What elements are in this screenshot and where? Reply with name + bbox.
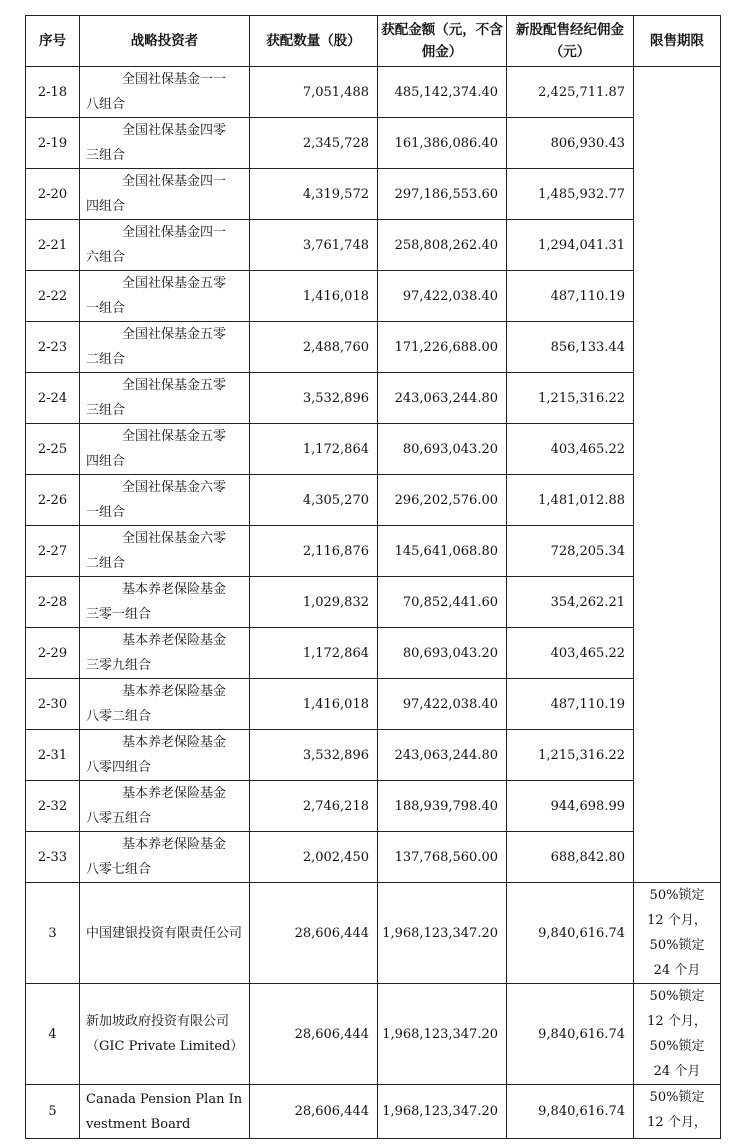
row-seq: 2-24: [26, 373, 80, 424]
row-investor-name: [80, 373, 250, 424]
row-commission: 806,930.43: [507, 118, 634, 169]
row-seq: 2-20: [26, 169, 80, 220]
row-investor-name: [80, 271, 250, 322]
allocation-table: [25, 15, 721, 1139]
investor-name-line1: 全国社保基金五零: [122, 276, 227, 291]
investor-name: Canada Pension Plan Investment Board: [86, 1091, 243, 1132]
table-row: [26, 679, 721, 730]
row-commission: 403,465.22: [507, 424, 634, 475]
row-commission: 1,215,316.22: [507, 730, 634, 781]
investor-name-line2: 三零九组合: [86, 658, 152, 673]
row-shares: 28,606,444: [250, 984, 378, 1085]
row-seq: 2-32: [26, 781, 80, 832]
header-lockup: 限售期限: [634, 16, 721, 67]
table-row: [26, 373, 721, 424]
table-row: [26, 475, 721, 526]
lockup-merged-cell: [634, 67, 721, 883]
row-lockup: [634, 1085, 721, 1139]
investor-name-line2: 一组合: [86, 301, 126, 316]
row-investor-name: [80, 424, 250, 475]
row-seq: 4: [26, 984, 80, 1085]
investor-name-line2: 三组合: [86, 148, 126, 163]
row-investor-name: [80, 832, 250, 883]
row-shares: 1,416,018: [250, 679, 378, 730]
table-row: [26, 730, 721, 781]
lockup-line: 50%锁定: [649, 1039, 705, 1054]
row-investor-name: [80, 1085, 250, 1139]
row-investor-name: [80, 475, 250, 526]
investor-name-line1: 基本养老保险基金: [122, 633, 227, 648]
row-commission: 403,465.22: [507, 628, 634, 679]
investor-name-line1: 全国社保基金四零: [122, 123, 227, 138]
investor-name-line1: 全国社保基金四一: [122, 225, 227, 240]
row-shares: 28,606,444: [250, 1085, 378, 1139]
row-commission: 9,840,616.74: [507, 1085, 634, 1139]
row-shares: 2,002,450: [250, 832, 378, 883]
row-shares: 7,051,488: [250, 67, 378, 118]
row-investor-name: [80, 67, 250, 118]
row-amount: 161,386,086.40: [378, 118, 507, 169]
investor-name-line2: 八零七组合: [86, 862, 152, 877]
row-commission: 1,481,012.88: [507, 475, 634, 526]
investor-name-line2: 二组合: [86, 556, 126, 571]
investor-name-line1: 基本养老保险基金: [122, 786, 227, 801]
row-investor-name: [80, 628, 250, 679]
table-row: [26, 322, 721, 373]
row-amount: 1,968,123,347.20: [378, 883, 507, 984]
row-commission: 2,425,711.87: [507, 67, 634, 118]
row-commission: 354,262.21: [507, 577, 634, 628]
row-investor-name: [80, 577, 250, 628]
header-seq: 序号: [26, 16, 80, 67]
table-row: [26, 424, 721, 475]
investor-name-line1: 全国社保基金六零: [122, 480, 227, 495]
table-row: [26, 118, 721, 169]
investor-name-line1: 全国社保基金一一: [122, 72, 227, 87]
header-shares: 获配数量（股）: [250, 16, 378, 67]
row-seq: 2-21: [26, 220, 80, 271]
row-shares: 2,116,876: [250, 526, 378, 577]
row-investor-name: [80, 220, 250, 271]
row-seq: 2-23: [26, 322, 80, 373]
row-investor-name: [80, 883, 250, 984]
table-row: [26, 169, 721, 220]
row-amount: 70,852,441.60: [378, 577, 507, 628]
row-amount: 137,768,560.00: [378, 832, 507, 883]
row-lockup: [634, 984, 721, 1085]
row-amount: 97,422,038.40: [378, 679, 507, 730]
row-seq: 2-33: [26, 832, 80, 883]
investor-name-line2: 四组合: [86, 454, 126, 469]
investor-name-line1: 基本养老保险基金: [122, 582, 227, 597]
row-seq: 2-22: [26, 271, 80, 322]
row-amount: 243,063,244.80: [378, 373, 507, 424]
table-row: [26, 781, 721, 832]
row-shares: 2,345,728: [250, 118, 378, 169]
investor-name-line1: 基本养老保险基金: [122, 837, 227, 852]
row-amount: 80,693,043.20: [378, 424, 507, 475]
row-amount: 258,808,262.40: [378, 220, 507, 271]
row-seq: 2-26: [26, 475, 80, 526]
row-seq: 3: [26, 883, 80, 984]
lockup-line: 50%锁定: [649, 938, 705, 953]
table-row: [26, 577, 721, 628]
row-investor-name: [80, 730, 250, 781]
row-shares: 3,532,896: [250, 730, 378, 781]
row-commission: 1,215,316.22: [507, 373, 634, 424]
lockup-line: 12 个月，: [647, 913, 707, 928]
row-investor-name: [80, 984, 250, 1085]
investor-name: 中国建银投资有限责任公司: [86, 925, 243, 941]
row-investor-name: [80, 169, 250, 220]
header-amount: 获配金额（元，不含佣金）: [378, 16, 507, 67]
table-row: [26, 984, 721, 1085]
table-row: [26, 220, 721, 271]
row-investor-name: [80, 526, 250, 577]
row-lockup: [634, 883, 721, 984]
table-row: [26, 883, 721, 984]
row-shares: 1,172,864: [250, 424, 378, 475]
row-amount: 80,693,043.20: [378, 628, 507, 679]
investor-name-line2: 八零二组合: [86, 709, 152, 724]
row-shares: 2,746,218: [250, 781, 378, 832]
row-shares: 2,488,760: [250, 322, 378, 373]
row-shares: 28,606,444: [250, 883, 378, 984]
row-amount: 171,226,688.00: [378, 322, 507, 373]
table-row: [26, 628, 721, 679]
investor-name-line1: 全国社保基金五零: [122, 429, 227, 444]
header-commission: 新股配售经纪佣金（元）: [507, 16, 634, 67]
row-shares: 4,305,270: [250, 475, 378, 526]
row-amount: 296,202,576.00: [378, 475, 507, 526]
lockup-line: 12 个月，: [647, 1115, 707, 1130]
table-header-row: [26, 16, 721, 67]
investor-name-line2: 八零五组合: [86, 811, 152, 826]
investor-name-line1: 全国社保基金五零: [122, 378, 227, 393]
header-investor: 战略投资者: [80, 16, 250, 67]
row-commission: 728,205.34: [507, 526, 634, 577]
row-seq: 2-28: [26, 577, 80, 628]
row-shares: 1,172,864: [250, 628, 378, 679]
row-commission: 1,294,041.31: [507, 220, 634, 271]
row-investor-name: [80, 118, 250, 169]
table-row: [26, 271, 721, 322]
row-seq: 2-25: [26, 424, 80, 475]
row-shares: 1,029,832: [250, 577, 378, 628]
investor-name-line2: 三零一组合: [86, 607, 152, 622]
row-amount: 97,422,038.40: [378, 271, 507, 322]
row-investor-name: [80, 679, 250, 730]
lockup-line: 24 个月: [653, 963, 701, 978]
investor-name-line2: 四组合: [86, 199, 126, 214]
row-seq: 2-27: [26, 526, 80, 577]
investor-name-line1: 全国社保基金四一: [122, 174, 227, 189]
lockup-line: 50%锁定: [649, 989, 705, 1004]
lockup-line: 50%锁定: [649, 1090, 705, 1105]
row-commission: 9,840,616.74: [507, 883, 634, 984]
row-commission: 944,698.99: [507, 781, 634, 832]
lockup-line: 24 个月: [653, 1064, 701, 1079]
row-seq: 2-19: [26, 118, 80, 169]
row-commission: 487,110.19: [507, 679, 634, 730]
investor-name-line1: 全国社保基金五零: [122, 327, 227, 342]
investor-name-line2: 二组合: [86, 352, 126, 367]
table-row: [26, 67, 721, 118]
row-amount: 1,968,123,347.20: [378, 1085, 507, 1139]
row-seq: 2-18: [26, 67, 80, 118]
row-seq: 5: [26, 1085, 80, 1139]
lockup-line: 12 个月，: [647, 1014, 707, 1029]
row-commission: 9,840,616.74: [507, 984, 634, 1085]
investor-name-line2: 八零四组合: [86, 760, 152, 775]
investor-name-line2: 三组合: [86, 403, 126, 418]
lockup-line: 50%锁定: [649, 888, 705, 903]
investor-name-line1: 基本养老保险基金: [122, 684, 227, 699]
row-seq: 2-29: [26, 628, 80, 679]
table-row: [26, 832, 721, 883]
row-amount: 188,939,798.40: [378, 781, 507, 832]
table-row: [26, 1085, 721, 1139]
row-amount: 145,641,068.80: [378, 526, 507, 577]
row-commission: 487,110.19: [507, 271, 634, 322]
row-commission: 1,485,932.77: [507, 169, 634, 220]
row-seq: 2-30: [26, 679, 80, 730]
row-investor-name: [80, 781, 250, 832]
row-amount: 485,142,374.40: [378, 67, 507, 118]
investor-name: 新加坡政府投资有限公司（GIC Private Limited）: [86, 1014, 244, 1054]
row-shares: 3,761,748: [250, 220, 378, 271]
row-commission: 856,133.44: [507, 322, 634, 373]
table-row: [26, 526, 721, 577]
row-amount: 297,186,553.60: [378, 169, 507, 220]
row-commission: 688,842.80: [507, 832, 634, 883]
row-amount: 1,968,123,347.20: [378, 984, 507, 1085]
investor-name-line2: 一组合: [86, 505, 126, 520]
row-seq: 2-31: [26, 730, 80, 781]
row-shares: 3,532,896: [250, 373, 378, 424]
investor-name-line1: 全国社保基金六零: [122, 531, 227, 546]
investor-name-line2: 八组合: [86, 97, 126, 112]
row-investor-name: [80, 322, 250, 373]
row-shares: 1,416,018: [250, 271, 378, 322]
row-amount: 243,063,244.80: [378, 730, 507, 781]
investor-name-line2: 六组合: [86, 250, 126, 265]
row-shares: 4,319,572: [250, 169, 378, 220]
investor-name-line1: 基本养老保险基金: [122, 735, 227, 750]
